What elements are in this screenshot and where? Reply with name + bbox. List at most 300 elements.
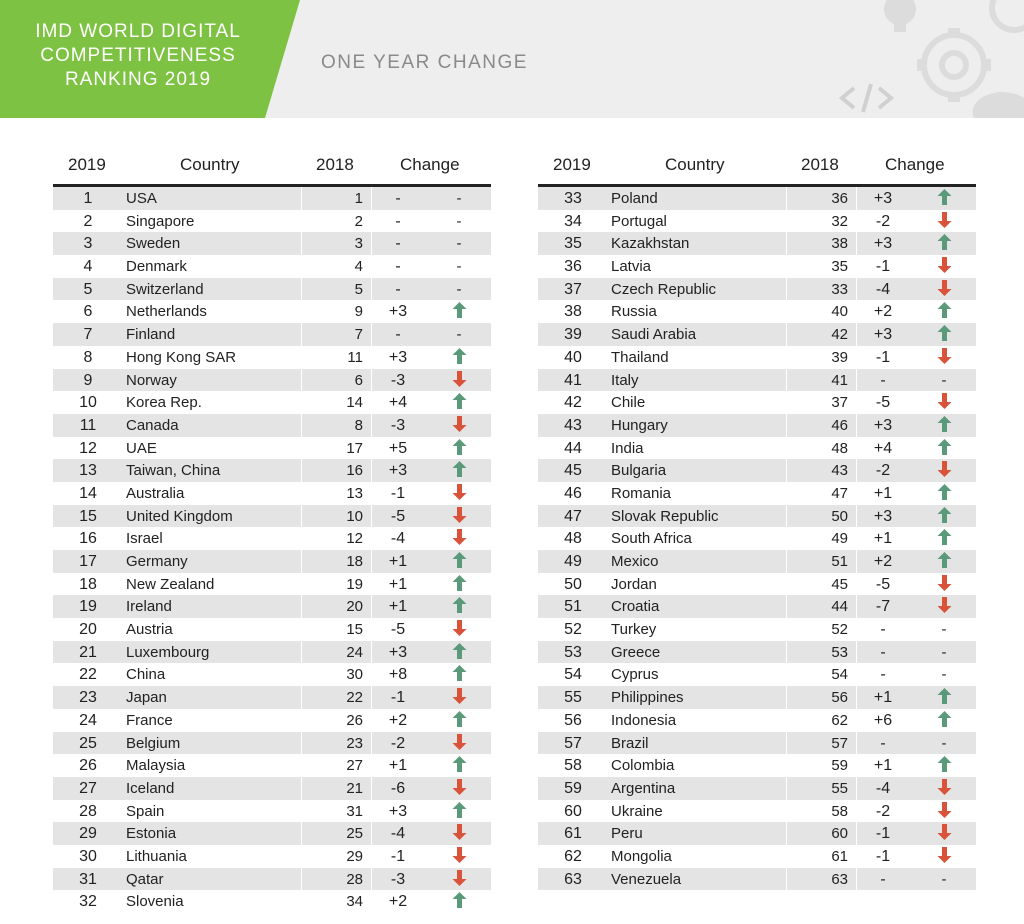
table-row (53, 595, 491, 618)
country-name: Netherlands (126, 303, 207, 321)
country-name: Lithuania (126, 847, 187, 865)
trend-indicator (445, 302, 473, 323)
down-arrow-icon (937, 597, 952, 613)
country-name: Finland (126, 326, 176, 344)
rank-2018: 26 (346, 711, 363, 729)
table-row (53, 754, 491, 777)
column-divider (301, 369, 302, 392)
trend-indicator (445, 688, 473, 709)
country-name: France (126, 711, 173, 729)
up-arrow-icon (937, 507, 952, 523)
column-divider (301, 210, 302, 233)
column-divider (856, 459, 857, 482)
column-divider (856, 482, 857, 505)
table-row (538, 482, 976, 505)
column-divider (301, 709, 302, 732)
column-divider (371, 822, 372, 845)
column-divider (856, 414, 857, 437)
rank-2019: 26 (79, 757, 97, 775)
country-name: Taiwan, China (126, 462, 221, 480)
down-arrow-icon (452, 734, 467, 750)
table-row (53, 391, 491, 414)
rank-change: +3 (873, 416, 893, 434)
rank-change: +3 (873, 326, 893, 344)
rank-2019: 42 (564, 394, 582, 412)
column-divider (786, 845, 787, 868)
column-divider (301, 754, 302, 777)
country-name: Qatar (126, 870, 164, 888)
column-divider (301, 527, 302, 550)
down-arrow-icon (452, 688, 467, 704)
rank-change: -4 (875, 779, 891, 797)
rank-2019: 13 (79, 462, 97, 480)
rank-2019: 25 (79, 734, 97, 752)
table-row (538, 459, 976, 482)
trend-indicator: - (941, 870, 947, 888)
table-row (538, 800, 976, 823)
rank-2019: 63 (564, 870, 582, 888)
column-divider (786, 391, 787, 414)
rank-2019: 40 (564, 348, 582, 366)
col-2018: 2018 (801, 155, 839, 174)
rank-2019: 43 (564, 416, 582, 434)
column-divider (371, 754, 372, 777)
column-divider (301, 482, 302, 505)
up-arrow-icon (452, 552, 467, 568)
rank-change: -2 (875, 802, 891, 820)
rank-2018: 39 (831, 348, 848, 366)
rank-2018: 40 (831, 303, 848, 321)
table-row (538, 346, 976, 369)
trend-indicator (930, 325, 958, 346)
rank-change: - (880, 734, 886, 752)
country-name: China (126, 666, 166, 684)
rank-change: - (395, 190, 401, 207)
rank-2018: 56 (831, 689, 848, 707)
rank-2018: 57 (831, 734, 848, 752)
rank-2019: 50 (564, 575, 582, 593)
column-divider (856, 663, 857, 686)
trend-indicator: - (456, 326, 462, 344)
rank-2019: 56 (564, 711, 582, 729)
rank-2018: 24 (346, 643, 363, 661)
rank-change: +2 (873, 553, 893, 570)
column-divider (786, 437, 787, 460)
column-divider (371, 686, 372, 709)
trend-indicator (445, 620, 473, 641)
rank-2019: 30 (79, 847, 97, 865)
trend-indicator (445, 484, 473, 505)
rank-2018: 55 (831, 779, 848, 797)
rank-2019: 52 (564, 621, 582, 639)
ranking-table-right (538, 148, 976, 890)
country-name: UAE (126, 439, 157, 457)
table-row (53, 278, 491, 301)
rank-2019: 59 (564, 779, 582, 797)
table-row (53, 414, 491, 437)
rank-change: +3 (873, 507, 893, 525)
country-name: Greece (611, 643, 661, 661)
trend-indicator (445, 348, 473, 369)
rank-change: +8 (388, 666, 408, 684)
column-divider (856, 255, 857, 278)
trend-indicator (445, 892, 473, 913)
table-row (538, 573, 976, 596)
up-arrow-icon (937, 756, 952, 772)
trend-indicator: - (456, 235, 462, 253)
rank-2019: 27 (79, 779, 97, 797)
rank-2018: 4 (354, 258, 363, 276)
column-divider (786, 505, 787, 528)
column-divider (371, 505, 372, 528)
up-arrow-icon (937, 234, 952, 250)
column-divider (856, 595, 857, 618)
rank-change: - (880, 666, 886, 684)
up-arrow-icon (452, 665, 467, 681)
column-divider (301, 232, 302, 255)
rank-2018: 1 (354, 190, 363, 207)
rank-2019: 23 (79, 689, 97, 707)
rank-2019: 7 (83, 326, 93, 344)
column-divider (371, 573, 372, 596)
trend-indicator (930, 847, 958, 868)
rank-change: -3 (390, 870, 406, 888)
rank-change: - (395, 235, 401, 253)
country-name: Saudi Arabia (611, 326, 697, 344)
col-change: Change (400, 155, 460, 174)
rank-2019: 6 (83, 303, 93, 321)
column-divider (371, 595, 372, 618)
column-divider (371, 323, 372, 346)
table-row (53, 845, 491, 868)
column-divider (371, 391, 372, 414)
column-divider (786, 641, 787, 664)
column-divider (856, 732, 857, 755)
table-row (53, 573, 491, 596)
ranking-table-left (53, 148, 491, 913)
country-name: Jordan (611, 575, 657, 593)
rank-2019: 3 (83, 235, 93, 253)
rank-2018: 48 (831, 439, 848, 457)
tech-decoration-icon (824, 0, 1024, 118)
column-divider (856, 346, 857, 369)
rank-2018: 37 (831, 394, 848, 412)
col-country: Country (665, 155, 725, 174)
trend-indicator (930, 189, 958, 210)
rank-2019: 8 (83, 348, 93, 366)
country-name: Singapore (126, 212, 195, 230)
table-row (538, 550, 976, 573)
table-header (538, 148, 976, 187)
col-2018: 2018 (316, 155, 354, 174)
down-arrow-icon (452, 847, 467, 863)
rank-change: +3 (388, 802, 408, 820)
down-arrow-icon (452, 779, 467, 795)
column-divider (786, 550, 787, 573)
column-divider (301, 459, 302, 482)
rank-2018: 15 (346, 621, 363, 639)
up-arrow-icon (937, 484, 952, 500)
rank-2018: 52 (831, 621, 848, 639)
column-divider (301, 187, 302, 210)
country-name: Malaysia (126, 757, 186, 775)
up-arrow-icon (937, 416, 952, 432)
column-divider (856, 527, 857, 550)
column-divider (856, 505, 857, 528)
table-row (53, 255, 491, 278)
down-arrow-icon (937, 847, 952, 863)
rank-2018: 8 (354, 416, 363, 434)
country-name: Luxembourg (126, 643, 210, 661)
rank-2019: 41 (564, 371, 582, 389)
country-name: Kazakhstan (611, 235, 690, 253)
rank-2018: 33 (831, 280, 848, 298)
rank-2019: 44 (564, 439, 582, 457)
rank-2018: 17 (346, 439, 363, 457)
rank-change: -1 (875, 348, 891, 366)
rank-2018: 19 (346, 575, 363, 593)
country-name: Hong Kong SAR (126, 348, 237, 366)
down-arrow-icon (452, 416, 467, 432)
trend-indicator (930, 756, 958, 777)
rank-2018: 11 (347, 348, 363, 366)
column-divider (371, 210, 372, 233)
trend-indicator (930, 280, 958, 301)
trend-indicator (930, 779, 958, 800)
rank-2018: 41 (831, 371, 848, 389)
country-name: Israel (126, 530, 163, 548)
rank-2019: 32 (79, 893, 97, 911)
country-name: Estonia (126, 825, 177, 843)
table-row (538, 210, 976, 233)
rank-2018: 42 (831, 326, 848, 344)
up-arrow-icon (937, 302, 952, 318)
table-header (53, 148, 491, 187)
column-divider (856, 391, 857, 414)
column-divider (371, 232, 372, 255)
rank-2019: 21 (79, 643, 97, 661)
country-name: New Zealand (126, 575, 215, 593)
table-row (53, 187, 491, 210)
rank-change: -1 (390, 484, 406, 502)
country-name: USA (126, 190, 157, 207)
rank-2018: 7 (354, 326, 363, 344)
column-divider (786, 663, 787, 686)
up-arrow-icon (452, 461, 467, 477)
table-row (538, 527, 976, 550)
column-divider (786, 732, 787, 755)
up-arrow-icon (452, 348, 467, 364)
column-divider (371, 369, 372, 392)
country-name: Spain (126, 802, 165, 820)
country-name: Korea Rep. (126, 394, 202, 412)
up-arrow-icon (937, 552, 952, 568)
column-divider (301, 391, 302, 414)
rank-change: -5 (875, 394, 891, 412)
rank-change: +1 (388, 598, 408, 616)
trend-indicator (930, 711, 958, 732)
column-divider (371, 800, 372, 823)
country-name: Romania (611, 484, 672, 502)
rank-2018: 43 (831, 462, 848, 480)
rank-change: - (880, 371, 886, 389)
table-row (538, 686, 976, 709)
column-divider (856, 800, 857, 823)
column-divider (786, 777, 787, 800)
country-name: Mexico (611, 553, 659, 570)
rank-2019: 62 (564, 847, 582, 865)
col-2019: 2019 (68, 155, 106, 174)
up-arrow-icon (452, 302, 467, 318)
rank-change: -5 (875, 575, 891, 593)
trend-indicator (445, 371, 473, 392)
down-arrow-icon (452, 484, 467, 500)
up-arrow-icon (452, 393, 467, 409)
rank-2018: 54 (831, 666, 848, 684)
country-name: Australia (126, 484, 185, 502)
table-row (53, 641, 491, 664)
rank-2019: 47 (564, 507, 582, 525)
trend-indicator (445, 529, 473, 550)
down-arrow-icon (452, 507, 467, 523)
rank-2019: 20 (79, 621, 97, 639)
column-divider (786, 232, 787, 255)
table-row (53, 323, 491, 346)
table-row (53, 709, 491, 732)
down-arrow-icon (937, 779, 952, 795)
rank-2019: 34 (564, 212, 582, 230)
column-divider (856, 709, 857, 732)
trend-indicator (445, 461, 473, 482)
rank-2018: 18 (346, 553, 363, 570)
trend-indicator: - (941, 734, 947, 752)
column-divider (301, 777, 302, 800)
up-arrow-icon (937, 529, 952, 545)
column-divider (301, 573, 302, 596)
country-name: Bulgaria (611, 462, 667, 480)
column-divider (301, 255, 302, 278)
rank-change: +4 (873, 439, 893, 457)
table-row (53, 482, 491, 505)
table-row (53, 369, 491, 392)
table-row (538, 278, 976, 301)
rank-change: +2 (873, 303, 893, 321)
rank-2019: 17 (79, 553, 97, 570)
rank-2018: 30 (346, 666, 363, 684)
column-divider (786, 709, 787, 732)
rank-2019: 4 (83, 258, 93, 276)
rank-change: +6 (873, 711, 893, 729)
trend-indicator (445, 507, 473, 528)
rank-2019: 2 (83, 212, 93, 230)
trend-indicator (930, 257, 958, 278)
rank-2018: 62 (831, 711, 848, 729)
country-name: Ukraine (611, 802, 663, 820)
country-name: Slovenia (126, 893, 184, 911)
up-arrow-icon (937, 325, 952, 341)
rank-2018: 6 (354, 371, 363, 389)
column-divider (786, 255, 787, 278)
country-name: Ireland (126, 598, 172, 616)
country-name: Latvia (611, 258, 652, 276)
column-divider (301, 278, 302, 301)
trend-indicator (445, 870, 473, 891)
rank-2018: 59 (831, 757, 848, 775)
rank-2018: 60 (831, 825, 848, 843)
column-divider (786, 800, 787, 823)
rank-2018: 22 (346, 689, 363, 707)
down-arrow-icon (937, 575, 952, 591)
trend-indicator (930, 416, 958, 437)
table-row (538, 641, 976, 664)
trend-indicator (445, 575, 473, 596)
rank-2018: 61 (831, 847, 848, 865)
country-name: Sweden (126, 235, 181, 253)
column-divider (301, 414, 302, 437)
trend-indicator (445, 847, 473, 868)
rank-change: +3 (388, 462, 408, 480)
rank-2018: 21 (346, 779, 363, 797)
rank-change: -5 (390, 621, 406, 639)
column-divider (856, 550, 857, 573)
column-divider (786, 754, 787, 777)
column-divider (371, 255, 372, 278)
rank-2019: 29 (79, 825, 97, 843)
column-divider (301, 800, 302, 823)
trend-indicator: - (456, 280, 462, 298)
trend-indicator (445, 597, 473, 618)
country-name: India (611, 439, 644, 457)
table-row (53, 550, 491, 573)
rank-2018: 63 (831, 870, 848, 888)
table-row (538, 868, 976, 891)
table-row (53, 686, 491, 709)
rank-change: - (880, 621, 886, 639)
trend-indicator: - (941, 643, 947, 661)
rank-2018: 35 (831, 258, 848, 276)
rank-2019: 48 (564, 530, 582, 548)
trend-indicator (930, 302, 958, 323)
rank-2018: 38 (831, 235, 848, 253)
rank-2019: 61 (564, 825, 582, 843)
column-divider (786, 369, 787, 392)
rank-change: +2 (388, 893, 408, 911)
trend-indicator (445, 665, 473, 686)
column-divider (301, 686, 302, 709)
rank-2018: 45 (831, 575, 848, 593)
country-name: Chile (611, 394, 646, 412)
rank-2019: 45 (564, 462, 582, 480)
column-divider (856, 686, 857, 709)
column-divider (371, 550, 372, 573)
column-divider (786, 482, 787, 505)
rank-2018: 13 (346, 484, 363, 502)
country-name: Colombia (611, 757, 675, 775)
column-divider (786, 618, 787, 641)
country-name: United Kingdom (126, 507, 233, 525)
up-arrow-icon (937, 189, 952, 205)
table-row (538, 300, 976, 323)
table-row (538, 391, 976, 414)
rank-2019: 55 (564, 689, 582, 707)
title-line-1: IMD WORLD DIGITAL (35, 21, 241, 42)
rank-change: +3 (873, 190, 893, 207)
column-divider (856, 573, 857, 596)
column-divider (856, 300, 857, 323)
table-row (538, 822, 976, 845)
rank-2018: 46 (831, 416, 848, 434)
rank-change: +1 (388, 553, 408, 570)
